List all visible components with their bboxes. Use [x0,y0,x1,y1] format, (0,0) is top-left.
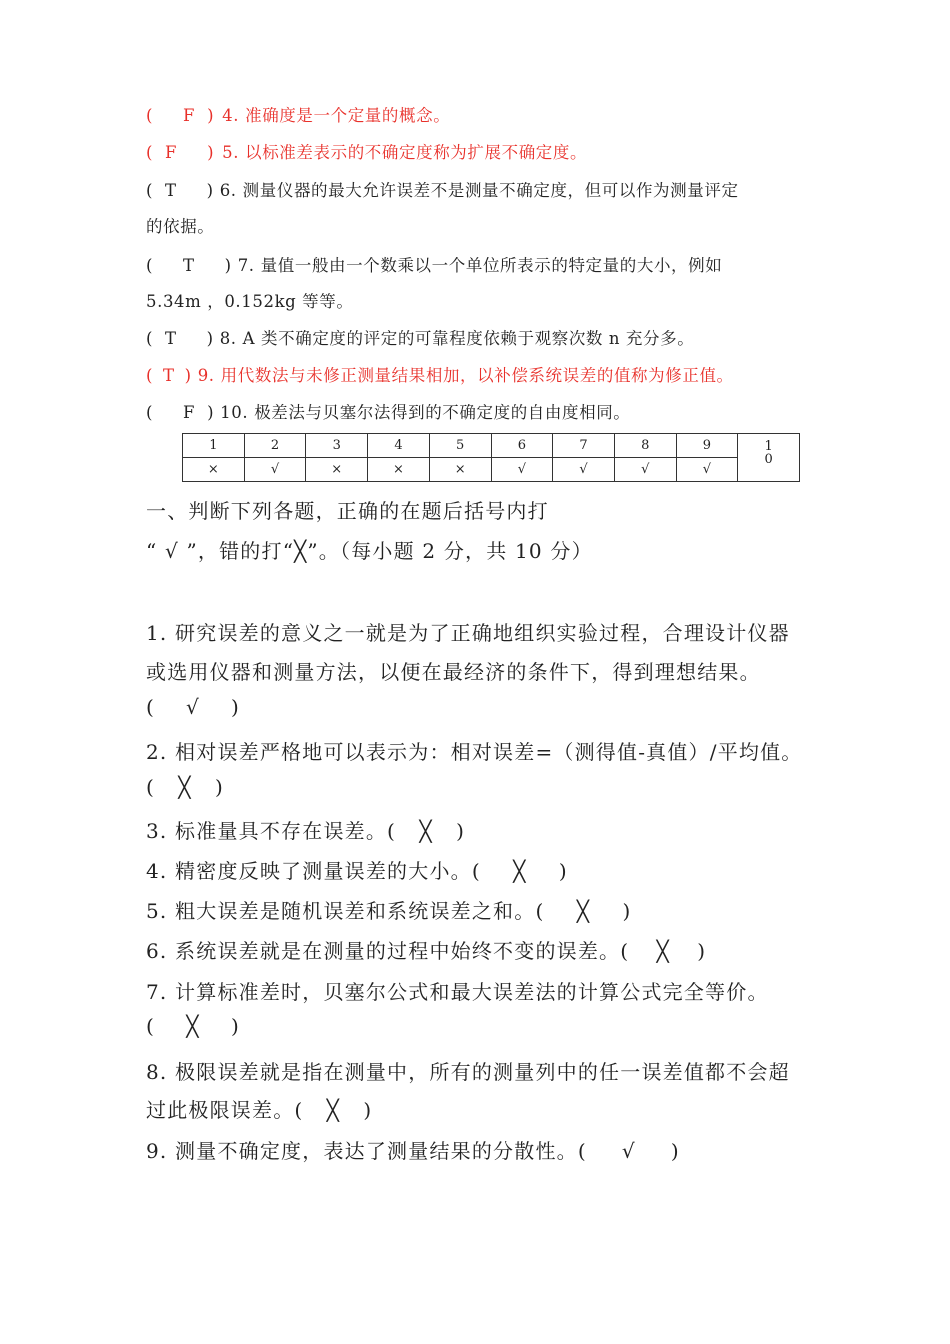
item-number: 6. [219,181,237,200]
answer-mark: ╳ [656,939,670,963]
tf-mark: F [183,403,196,422]
item-text: 量值一般由一个数乘以一个单位所表示的特定量的大小，例如 [260,256,723,275]
paren-open: ( [471,859,481,883]
question-8-line2 [146,1094,372,1123]
tf-item-5 [146,139,587,163]
paren-open: ( [146,256,154,275]
item-text: 测量仪器的最大允许误差不是测量不确定度，但可以作为测量评定 [242,181,739,200]
answer-mark: ╳ [186,1014,200,1038]
paren-close: ) [207,106,215,125]
paren-open: ( [146,366,154,385]
question-9 [146,1135,680,1164]
question-2-answer [146,775,224,799]
paren-close: ) [206,181,214,200]
paren-close: ) [558,859,568,883]
answer-mark: ╳ [326,1098,341,1122]
question-text: 过此极限误差。 [146,1098,295,1122]
question-1-line1: 1. 研究误差的意义之一就是为了正确地组织实验过程，合理设计仪器 [146,621,790,645]
answer-mark: ╳ [419,819,433,843]
item-text: 准确度是一个定量的概念。 [245,106,451,125]
paren-open: ( [146,329,154,348]
item-number: 10. [220,403,249,422]
tf-item-8 [146,325,694,349]
item-number: 8. [219,329,237,348]
answer-table-cell: √ [614,458,676,482]
paren-close: ) [224,256,232,275]
answer-table-header-cell: 9 [676,434,738,458]
tf-mark: F [183,106,196,125]
answer-table-cell: × [368,458,430,482]
paren-close: ) [184,366,192,385]
tf-mark: T [165,181,177,200]
answer-table-header-cell: 1 [183,434,245,458]
tf-item-9 [146,362,734,386]
answer-table-cell: × [429,458,491,482]
question-text: 5. 粗大误差是随机误差和系统误差之和。 [146,899,536,923]
item-number: 5. [222,143,240,162]
paren-open: ( [146,181,154,200]
section-title-line2: “ √ ”，错的打“╳”。（每小题 2 分，共 10 分） [146,539,593,563]
item-text: 极差法与贝塞尔法得到的不确定度的自由度相同。 [254,403,631,422]
paren-open: ( [577,1139,587,1163]
paren-open: ( [146,695,156,719]
tf-item-7 [146,252,722,276]
question-8-line1: 8. 极限误差就是指在测量中，所有的测量列中的任一误差值都不会超 [146,1060,790,1084]
tf-item-6 [146,177,739,201]
question-text: 3. 标准量具不存在误差。 [146,819,388,843]
answer-table-header-cell: 4 [368,434,430,458]
paren-open: ( [146,1014,156,1038]
answer-table-header-cell: 3 [306,434,368,458]
answer-mark: ╳ [576,899,591,923]
paren-close: ) [363,1098,373,1122]
item-text: A 类不确定度的评定的可靠程度依赖于观察次数 n 充分多。 [242,329,695,348]
item-number: 9. [197,366,215,385]
answer-table-header-row [183,434,800,458]
answer-table [182,433,800,482]
paren-close: ) [231,1014,241,1038]
answer-mark: √ [186,695,200,719]
answer-mark: ╳ [513,859,527,883]
answer-table-cell: × [306,458,368,482]
paren-open: ( [146,403,154,422]
answer-mark: √ [621,1139,636,1163]
paren-close: ) [215,775,225,799]
answer-table-header-cell: 8 [614,434,676,458]
item-number: 7. [237,256,255,275]
answer-table-header-cell: 2 [244,434,306,458]
paren-close: ) [231,695,241,719]
paren-open: ( [294,1098,304,1122]
question-1-answer [146,695,240,719]
question-5 [146,895,631,924]
paren-close: ) [207,143,215,162]
question-7-answer [146,1014,240,1038]
question-text: 9. 测量不确定度，表达了测量结果的分散性。 [146,1139,578,1163]
paren-open: ( [387,819,397,843]
paren-close: ) [206,329,214,348]
tf-item-7-cont: 5.34m ，0.152kg 等等。 [146,292,354,311]
answer-mark: ╳ [178,775,192,799]
answer-table-header-cell: 1 0 [738,434,800,482]
answer-table-header-cell: 5 [429,434,491,458]
item-number: 4. [222,106,240,125]
question-1-line2: 或选用仪器和测量方法，以便在最经济的条件下，得到理想结果。 [146,660,761,684]
paren-open: ( [146,106,154,125]
answer-table-cell: √ [491,458,553,482]
tf-item-6-cont: 的依据。 [146,217,215,236]
question-text: 6. 系统误差就是在测量的过程中始终不变的误差。 [146,939,621,963]
answer-table-answer-row [183,458,800,482]
question-6 [146,935,706,964]
tf-mark: T [165,329,177,348]
section-title-line1: 一、判断下列各题，正确的在题后括号内打 [146,499,549,523]
question-3 [146,815,465,844]
answer-table-header-cell: 7 [553,434,615,458]
item-text: 用代数法与未修正测量结果相加，以补偿系统误差的值称为修正值。 [220,366,734,385]
paren-close: ) [697,939,707,963]
question-4 [146,855,568,884]
paren-open: ( [620,939,630,963]
answer-table-cell: √ [244,458,306,482]
tf-mark: T [163,366,175,385]
paren-close: ) [456,819,466,843]
paren-close: ) [622,899,632,923]
question-2: 2. 相对误差严格地可以表示为：相对误差=（测得值-真值）/平均值。 [146,740,803,764]
paren-open: ( [535,899,545,923]
answer-table-cell: √ [676,458,738,482]
paren-open: ( [146,143,154,162]
item-text: 以标准差表示的不确定度称为扩展不确定度。 [245,143,588,162]
tf-item-10 [146,399,630,423]
tf-item-4 [146,102,450,126]
answer-table-header-cell: 6 [491,434,553,458]
answer-table-cell: × [183,458,245,482]
tf-mark: T [183,256,195,275]
question-text: 4. 精密度反映了测量误差的大小。 [146,859,472,883]
paren-close: ) [670,1139,680,1163]
paren-close: ) [207,403,215,422]
paren-open: ( [146,775,156,799]
answer-table-cell: √ [553,458,615,482]
tf-mark: F [165,143,178,162]
question-7: 7. 计算标准差时，贝塞尔公式和最大误差法的计算公式完全等价。 [146,980,769,1004]
